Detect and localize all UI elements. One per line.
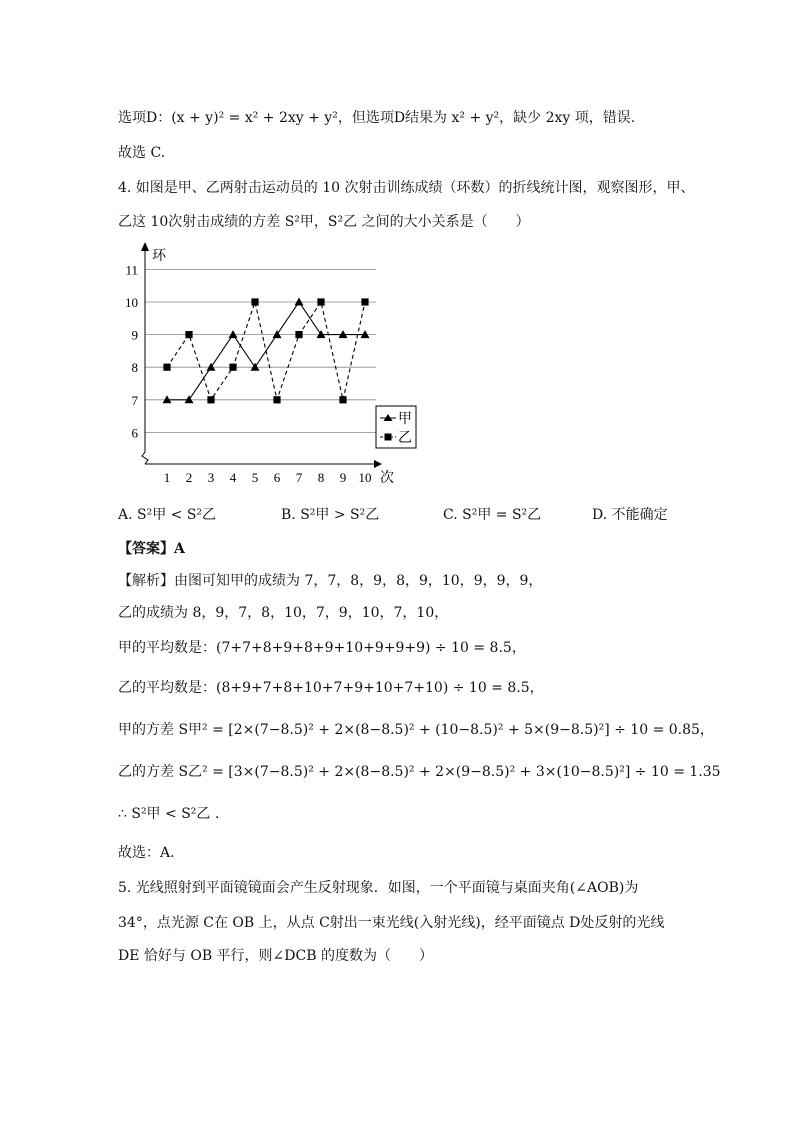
data-point-jia [251, 363, 260, 371]
y-tick-label: 11 [125, 262, 138, 278]
data-point-yi [185, 331, 192, 338]
axes [141, 242, 382, 468]
data-point-yi [207, 396, 214, 403]
option-a[interactable]: A. S²甲 < S²乙 [118, 507, 217, 523]
data-point-yi [317, 298, 324, 305]
analysis-line-6: 乙的方差 S乙² = [3×(7−8.5)² + 2×(8−8.5)² + 2×(9−8.5)² + 3×(10−8.5)²] ÷ 10 = 1.35 [118, 764, 721, 780]
analysis-line-4: 乙的平均数是：(8+9+7+8+10+7+9+10+7+10) ÷ 10 = 8.5， [118, 680, 544, 696]
q5-line-3: DE 恰好与 OB 平行，则∠DCB 的度数为（ ） [118, 948, 433, 964]
x-tick-label: 3 [207, 470, 215, 485]
series-layer [163, 298, 370, 404]
y-tick-label: 6 [131, 425, 138, 441]
legend-label-jia: 甲 [398, 411, 412, 427]
y-tick-label: 8 [131, 360, 138, 376]
score-line-chart [118, 236, 418, 488]
analysis-line-8: 故选：A. [118, 845, 175, 861]
answer-text: 【答案】A [118, 541, 185, 557]
x-axis-arrow-icon [374, 460, 382, 468]
y-tick-label: 9 [131, 327, 138, 343]
q4-options [118, 504, 718, 526]
data-point-jia [207, 363, 216, 371]
analysis-line-2: 乙的成绩为 8，9，7，8，10，7，9，10，7，10， [118, 605, 449, 621]
data-point-jia [295, 298, 304, 306]
data-point-yi [361, 298, 368, 305]
analysis-line-3: 甲的平均数是：(7+7+8+9+8+9+10+9+9+9) ÷ 10 = 8.5， [118, 640, 526, 656]
data-point-yi [295, 331, 302, 338]
x-tick-label: 9 [339, 470, 347, 485]
data-point-yi [339, 396, 346, 403]
x-tick-label: 4 [229, 470, 237, 485]
prev-conclusion: 故选 C. [118, 145, 166, 161]
option-b[interactable]: B. S²甲 > S²乙 [281, 507, 380, 523]
x-tick-label: 6 [273, 470, 281, 485]
x-tick-label: 5 [251, 470, 259, 485]
data-point-jia [229, 330, 238, 338]
option-c[interactable]: C. S²甲 = S²乙 [443, 507, 542, 523]
data-point-yi [273, 396, 280, 403]
option-d[interactable]: D. 不能确定 [592, 507, 668, 523]
series-line-yi [167, 302, 365, 400]
legend-marker-yi-icon [385, 434, 392, 441]
y-axis-label: 环 [152, 248, 166, 264]
data-point-yi [163, 364, 170, 371]
grid-lines [145, 269, 376, 432]
q5-line-1: 5. 光线照射到平面镜镜面会产生反射现象．如图，一个平面镜与桌面夹角(∠AOB)为 [118, 880, 639, 896]
prev-option-d-text: 选项D：(x + y)² = x² + 2xy + y²，但选项D结果为 x² + y²，缺少 2xy 项，错误. [118, 110, 636, 126]
q4-stem-line-1: 4. 如图是甲、乙两射击运动员的 10 次射击训练成绩（环数）的折线统计图，观察图形，甲、 [118, 180, 695, 196]
x-tick-label: 1 [163, 470, 171, 485]
legend [376, 406, 416, 448]
data-point-yi [229, 364, 236, 371]
q4-stem-line-2: 乙这 10次射击成绩的方差 S²甲，S²乙 之间的大小关系是（ ） [118, 214, 530, 230]
analysis-line-7: ∴ S²甲 < S²乙 . [118, 806, 220, 822]
analysis-line-5: 甲的方差 S甲² = [2×(7−8.5)² + 2×(8−8.5)² + (10−8.5)² + 5×(9−8.5)²] ÷ 10 = 0.85， [118, 722, 714, 738]
y-tick-label: 10 [125, 295, 138, 310]
x-tick-label: 7 [295, 470, 303, 485]
analysis-line-1: 【解析】由图可知甲的成绩为 7，7，8，9，8，9，10，9，9，9， [118, 573, 543, 589]
x-axis-label: 次 [380, 470, 394, 486]
data-point-jia [273, 330, 282, 338]
y-axis-arrow-icon [141, 242, 149, 251]
x-tick-label: 10 [358, 470, 372, 485]
axis-break-icon [142, 446, 148, 464]
x-tick-label: 8 [317, 470, 325, 485]
x-tick-label: 2 [185, 470, 193, 485]
legend-label-yi: 乙 [398, 430, 412, 446]
y-tick-label: 7 [131, 392, 138, 408]
tick-labels [125, 262, 372, 485]
data-point-yi [251, 298, 258, 305]
q5-line-2: 34°，点光源 C在 OB 上，从点 C射出一束光线(入射光线)，经平面镜点 D处反射的光线 [118, 915, 665, 931]
